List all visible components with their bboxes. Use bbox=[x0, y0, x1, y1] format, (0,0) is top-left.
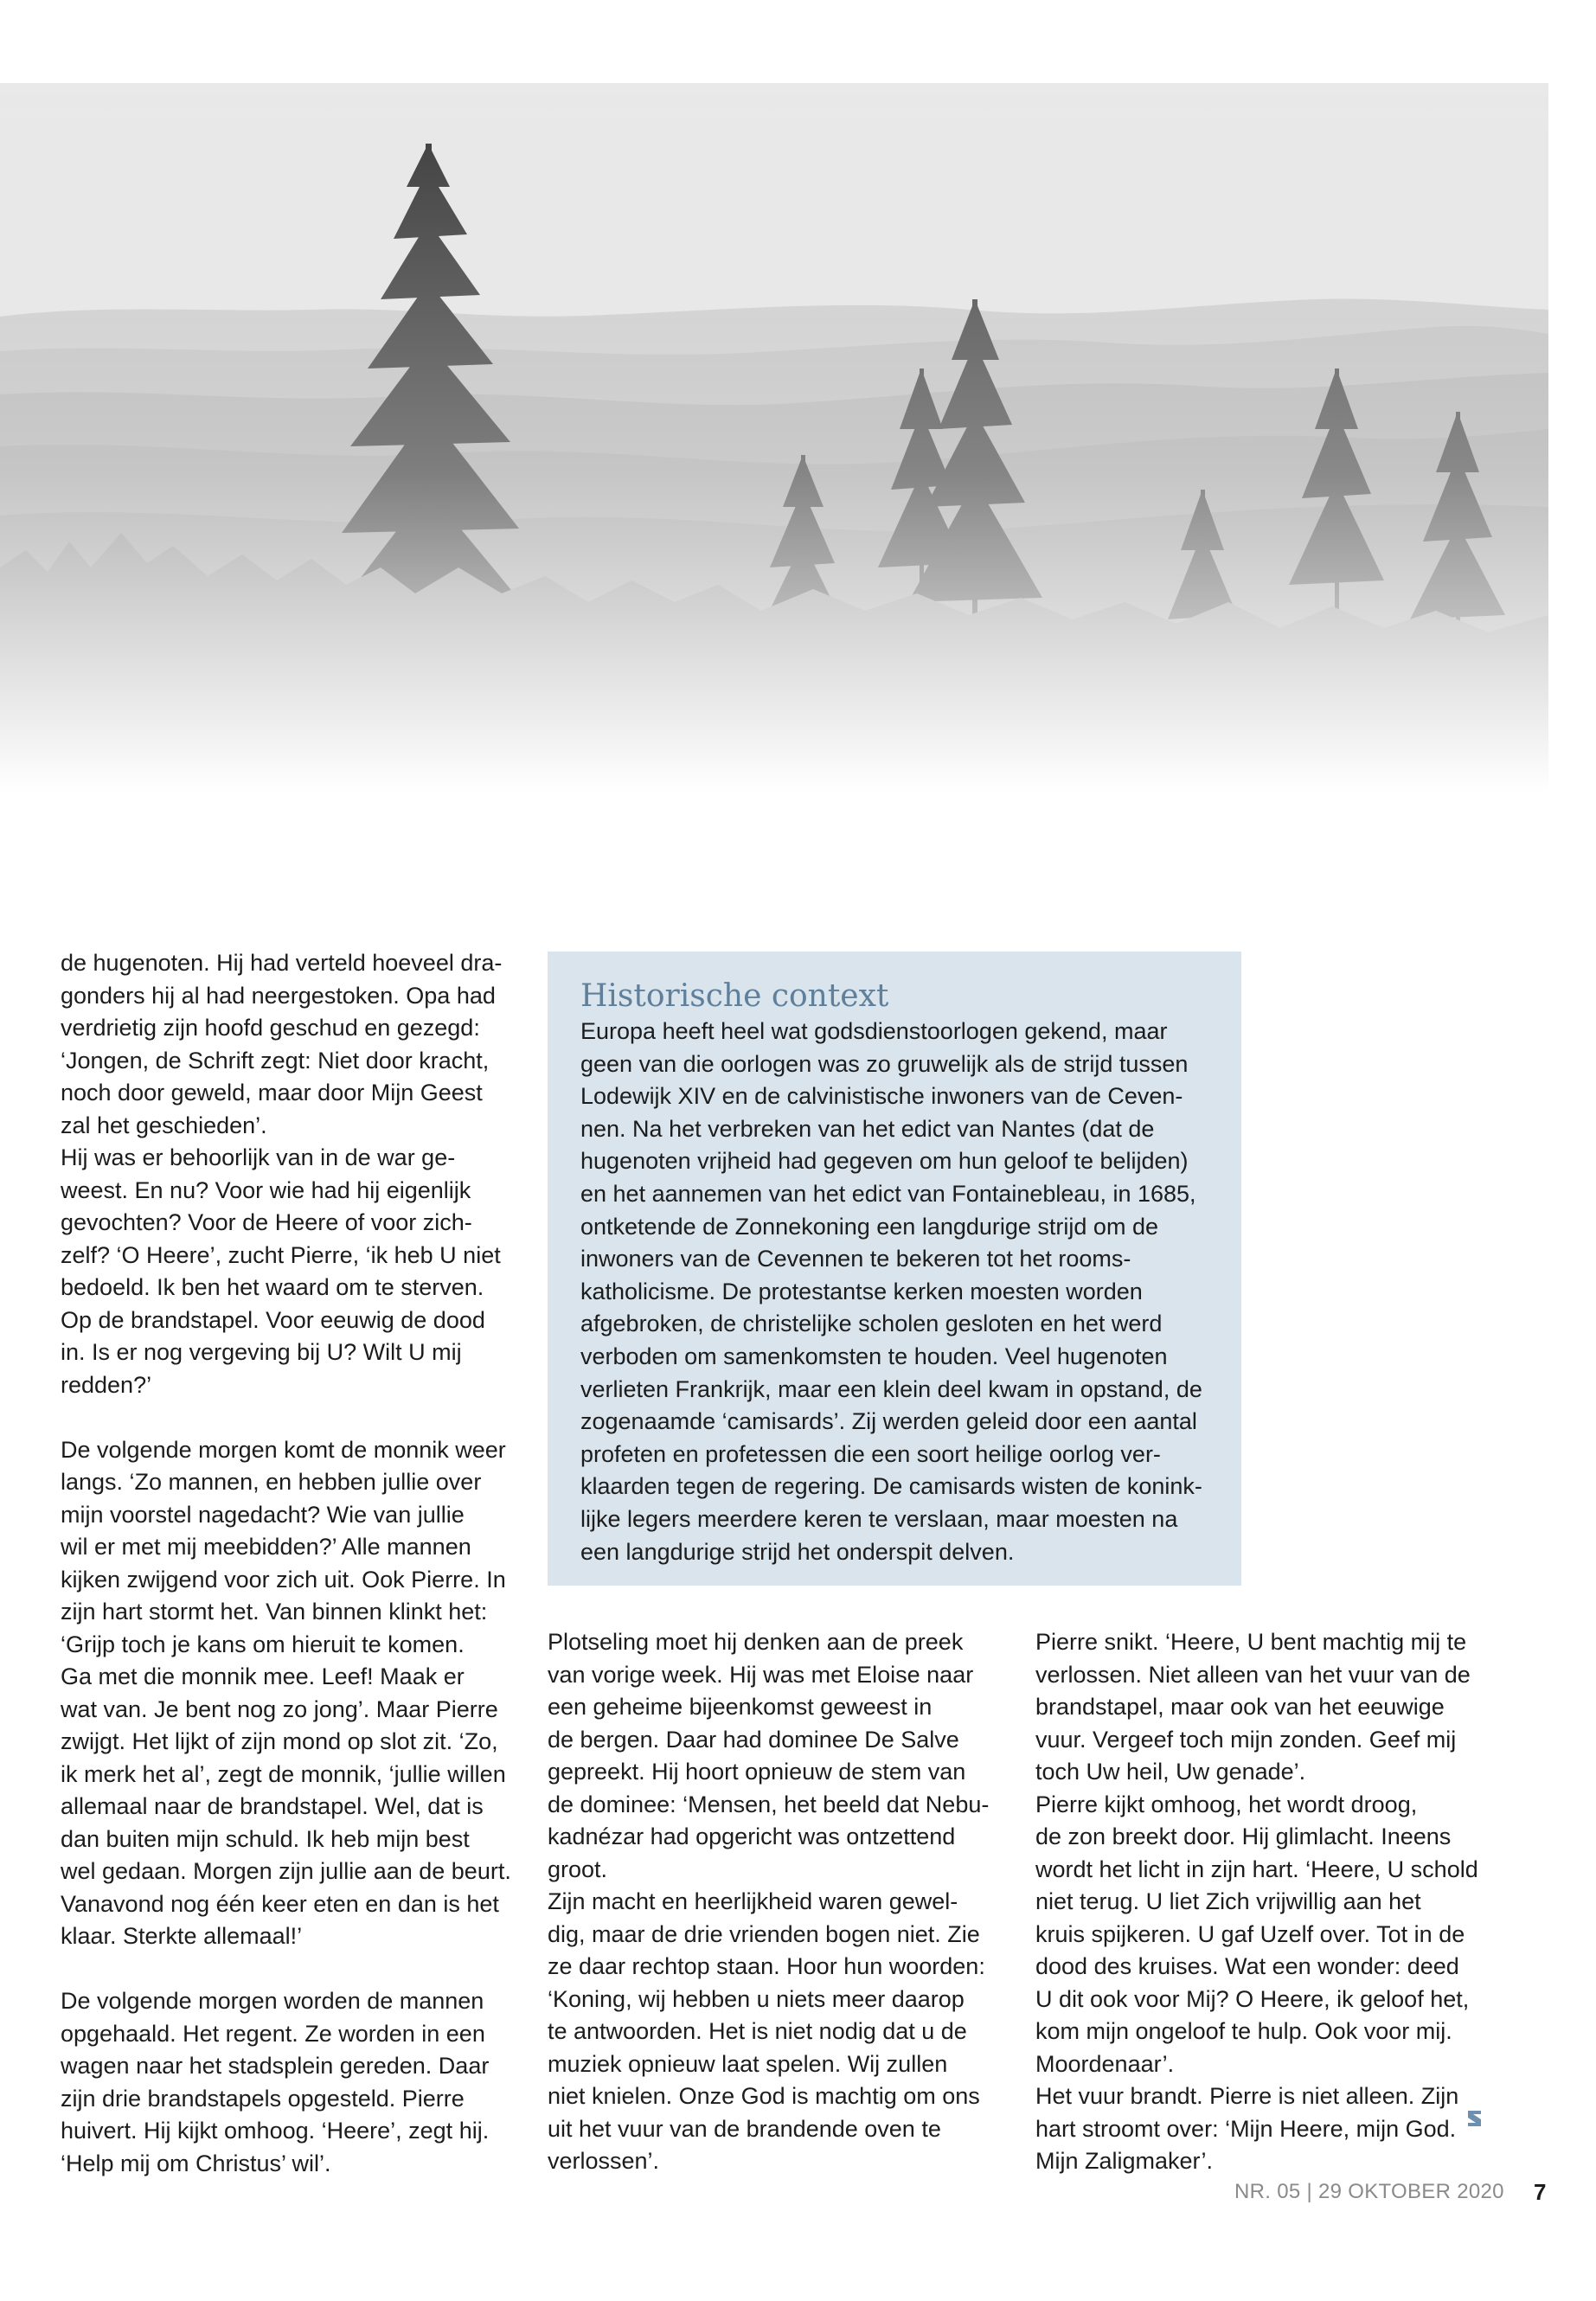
article-column-left bbox=[61, 947, 532, 2180]
context-box-body: Europa heeft heel wat godsdienstoorlogen gekend, maar geen van die oorlogen was zo gruwelijk als de strijd tussen Lodewijk XIV en de calvinistische inwoners van de Ceven- nen. Na het verbreken van het edict van Nantes (dat de hugenoten vrijheid had gegeven om hun geloof te belijden) en het aannemen van het edict van Fontainebleau, in 1685, ontketende de Zonnekoning een langdurige strijd om de inwoners van de Cevennen te bekeren tot het rooms- katholicisme. De protestantse kerken moesten worden afgebroken, de christelijke scholen gesloten en het werd verboden om samenkomsten te houden. Veel hugenoten verlieten Frankrijk, maar een klein deel kwam in opstand, de zogenaamde ‘camisards’. Zij werden geleid door een aantal profeten en profetessen die een soort heilige oorlog ver- klaarden tegen de regering. De camisards wisten de konink- lijke legers meerdere keren te verslaan, maar moesten na een langdurige strijd het onderspit delven. bbox=[580, 1018, 1202, 1565]
issue-info: NR. 05 | 29 OKTOBER 2020 bbox=[1234, 2180, 1504, 2203]
page-number: 7 bbox=[1534, 2179, 1547, 2205]
historical-context-box bbox=[548, 952, 1241, 1586]
end-of-article-icon bbox=[1465, 2109, 1484, 2128]
hero-landscape-image bbox=[0, 83, 1548, 792]
context-box-title: Historische context bbox=[580, 978, 889, 1014]
article-column-middle: Plotseling moet hij denken aan de preek van vorige week. Hij was met Eloise naar een geheime bijeenkomst geweest in de bergen. Daar had dominee De Salve gepreekt. Hij hoort opnieuw de stem van de dominee: ‘Mensen, het beeld dat Nebu- kadnézar had opgericht was ontzettend groot. Zijn macht en heerlijkheid waren gewel- dig, maar de drie vrienden bogen niet. Zie ze daar rechtop staan. Hoor hun woorden: ‘Koning, wij hebben u niets meer daarop te antwoorden. Het is niet nodig dat u de muziek opnieuw laat spelen. Wij zullen niet knielen. Onze God is machtig om ons uit het vuur van de brandende oven te verlossen’. bbox=[548, 1629, 990, 2174]
article-column-right: Pierre snikt. ‘Heere, U bent machtig mij te verlossen. Niet alleen van het vuur van de brandstapel, maar ook van het eeuwige vuur. Vergeef toch mijn zonden. Geef mij toch Uw heil, Uw genade’. Pierre kijkt omhoog, het wordt droog, de zon breekt door. Hij glimlacht. Ineens wordt het licht in zijn hart. ‘Heere, U schold niet terug. U liet Zich vrijwillig aan het kruis spijkeren. U gaf Uzelf over. Tot in de dood des kruises. Wat een wonder: deed U dit ook voor Mij? O Heere, ik geloof het, kom mijn ongeloof te hulp. Ook voor mij. Moordenaar’. Het vuur brandt. Pierre is niet alleen. Zijn hart stroomt over: ‘Mijn Heere, mijn God. Mijn Zaligmaker’. bbox=[1035, 1629, 1478, 2174]
paragraph: De volgende morgen komt de monnik weer langs. ‘Zo mannen, en hebben jullie over mijn voorstel nagedacht? Wie van jullie wil er met mij meebidden?’ Alle mannen kijken zwijgend voor zich uit. Ook Pierre. In zijn hart stormt het. Van binnen klinkt het: ‘Grijp toch je kans om hieruit te komen. Ga met die monnik mee. Leef! Maak er wat van. Je bent nog zo jong’. Maar Pierre zwijgt. Het lijkt of zijn mond op slot zit. ‘Zo, ik merk het al’, zegt de monnik, ‘jullie willen allemaal naar de brandstapel. Wel, dat is dan buiten mijn schuld. Ik heb mijn best wel gedaan. Morgen zijn jullie aan de beurt. Vanavond nog één keer eten en dan is het klaar. Sterkte allemaal!’ bbox=[61, 1436, 511, 1949]
paragraph: de hugenoten. Hij had verteld hoeveel dra- gonders hij al had neergestoken. Opa had verdrietig zijn hoofd geschud en gezegd: ‘Jongen, de Schrift zegt: Niet door kracht, noch door geweld, maar door Mijn Geest zal het geschieden’. Hij was er behoorlijk van in de war ge- weest. En nu? Voor wie had hij eigenlijk gevochten? Voor de Heere of voor zich- zelf? ‘O Heere’, zucht Pierre, ‘ik heb U niet bedoeld. Ik ben het waard om te sterven. Op de brandstapel. Voor eeuwig de dood in. Is er nog vergeving bij U? Wilt U mij redden?’ bbox=[61, 950, 503, 1398]
paragraph: De volgende morgen worden de mannen opgehaald. Het regent. Ze worden in een wagen naar het stadsplein gereden. Daar zijn drie brandstapels opgesteld. Pierre huivert. Hij kijkt omhoog. ‘Heere’, zegt hij. ‘Help mij om Christus’ wil’. bbox=[61, 1988, 490, 2176]
